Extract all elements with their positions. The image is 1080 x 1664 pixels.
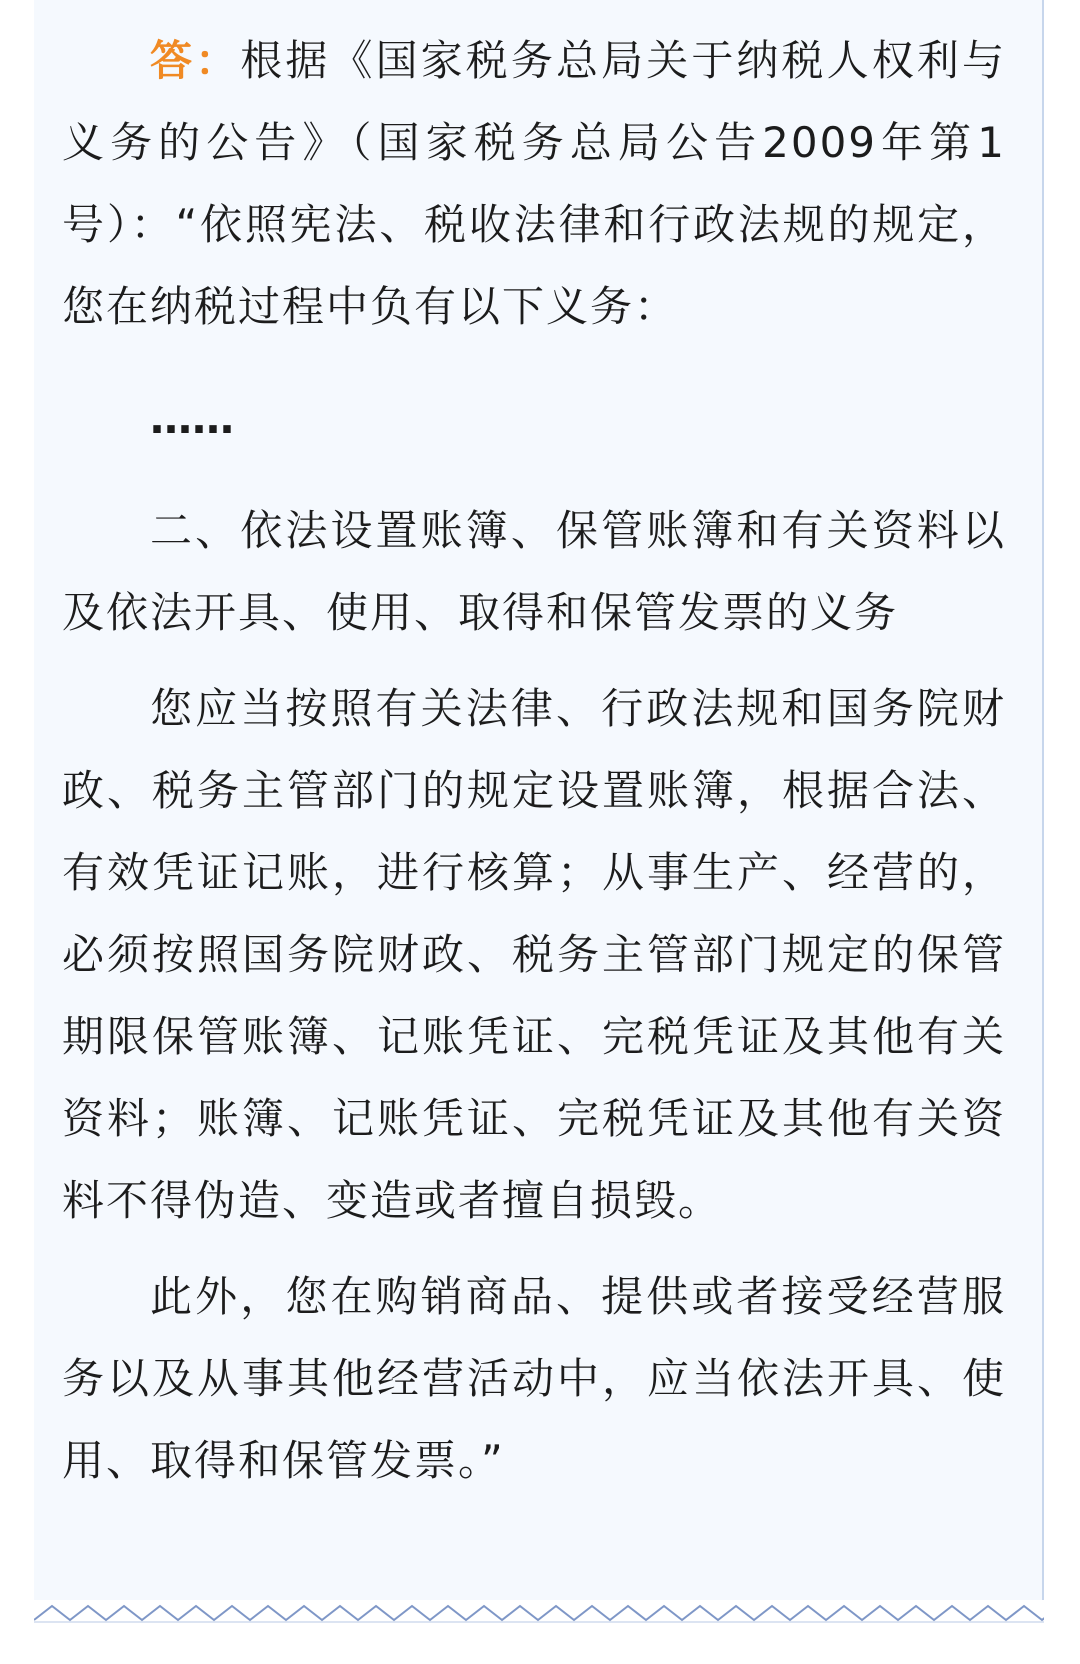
body-paragraph-one: 您应当按照有关法律、行政法规和国务院财政、税务主管部门的规定设置账簿，根据合法、有效凭证记账，进行核算；从事生产、经营的，必须按照国务院财政、税务主管部门规定的保管期限保管账簿、记账凭证、完税凭证及其他有关资料；账簿、记账凭证、完税凭证及其他有关资料不得伪造、变造或者擅自损毁。: [62, 684, 1006, 1225]
ellipsis: ……: [150, 394, 234, 443]
section-heading-two: 二、依法设置账簿、保管账簿和有关资料以及依法开具、使用、取得和保管发票的义务: [62, 506, 1006, 637]
document-content: [62, 20, 1006, 1502]
body-paragraph-two: 此外，您在购销商品、提供或者接受经营服务以及从事其他经营活动中，应当依法开具、使用、取得和保管发票。”: [62, 1272, 1006, 1485]
intro-paragraph: [62, 20, 1006, 348]
answer-label: 答：: [150, 36, 241, 85]
wave-border-decoration: [34, 1596, 1044, 1624]
document-card: [34, 0, 1044, 1600]
intro-text: 根据《国家税务总局关于纳税人权利与义务的公告》（国家税务总局公告2009年第1号）：“依照宪法、税收法律和行政法规的规定，您在纳税过程中负有以下义务：: [62, 36, 1006, 331]
wave-line: [34, 1606, 1044, 1620]
